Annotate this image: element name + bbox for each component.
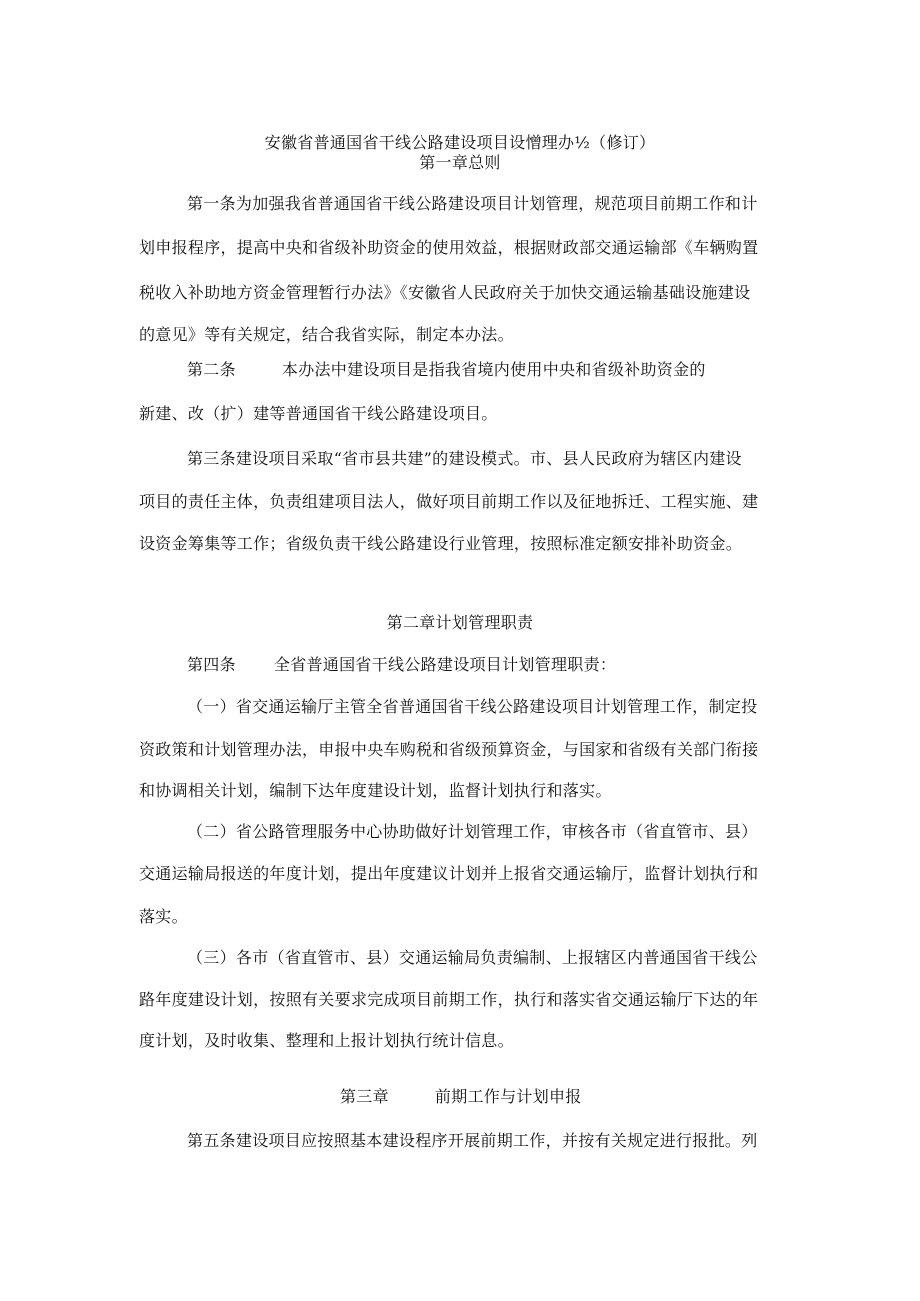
article-4-label: 第四条	[187, 655, 236, 674]
article-4-line	[187, 655, 616, 675]
article-2-line-2: 新建、改（扩）建等普通国省干线公路建设项目。	[139, 404, 498, 423]
article-3-line-2: 项目的责任主体，负责组建项目法人，做好项目前期工作以及征地拆迁、工程实施、建	[139, 492, 759, 511]
article-3-line-3: 设资金筹集等工作；省级负责干线公路建设行业管理，按照标准定额安排补助资金。	[139, 534, 743, 553]
article-2-line-1	[187, 360, 706, 380]
article-1-line-2: 划申报程序，提高中央和省级补助资金的使用效益，根据财政部交通运输部《车辆购置	[139, 238, 759, 257]
chapter-3-label: 第三章	[340, 1087, 389, 1106]
article-1-line-3: 税收入补助地方资金管理暂行办法》《安徽省人民政府关于加快交通运输基础设施建设	[139, 283, 751, 302]
article-1-line-1: 第一条为加强我省普通国省干线公路建设项目计划管理，规范项目前期工作和计	[187, 194, 758, 213]
document-title: 安徽省普通国省干线公路建设项目设憎理办½（修订）	[264, 133, 656, 152]
article-2-text: 本办法中建设项目是指我省境内使用中央和省级补助资金的	[281, 360, 706, 379]
article-1-line-4: 的意见》等有关规定，结合我省实际，制定本办法。	[139, 325, 514, 344]
article-4-text: 全省普通国省干线公路建设项目计划管理职责：	[273, 655, 617, 674]
chapter-3-title: 前期工作与计划申报	[434, 1087, 582, 1106]
item-1-line-2: 资政策和计划管理办法，申报中央车购税和省级预算资金，与国家和省级有关部门衔接	[139, 740, 759, 759]
article-5-line-1: 第五条建设项目应按照基本建设程序开展前期工作，并按有关规定进行报批。列	[187, 1131, 758, 1150]
chapter-1-heading: 第一章总则	[419, 153, 501, 172]
article-2-label: 第二条	[187, 360, 236, 379]
chapter-2-heading: 第二章计划管理职责	[386, 613, 534, 632]
item-3-line-1: （三）各市（省直管市、县）交通运输局负责编制、上报辖区内普通国省干线公	[187, 948, 758, 967]
item-2-line-3: 落实。	[139, 907, 188, 926]
chapter-3-heading	[340, 1087, 582, 1107]
item-1-line-3: 和协调相关计划，编制下达年度建设计划，监督计划执行和落实。	[139, 781, 612, 800]
article-3-line-1: 第三条建设项目采取“省市县共建”的建设模式。市、县人民政府为辖区内建设	[187, 449, 742, 468]
item-2-line-1: （二）省公路管理服务中心协助做好计划管理工作，审核各市（省直管市、县）	[187, 822, 758, 841]
item-3-line-3: 度计划，及时收集、整理和上报计划执行统计信息。	[139, 1031, 514, 1050]
item-2-line-2: 交通运输局报送的年度计划，提出年度建议计划并上报省交通运输厅，监督计划执行和	[139, 864, 759, 883]
item-3-line-2: 路年度建设计划，按照有关要求完成项目前期工作，执行和落实省交通运输厅下达的年	[139, 990, 759, 1009]
item-1-line-1: （一）省交通运输厅主管全省普通国省干线公路建设项目计划管理工作，制定投	[187, 697, 758, 716]
